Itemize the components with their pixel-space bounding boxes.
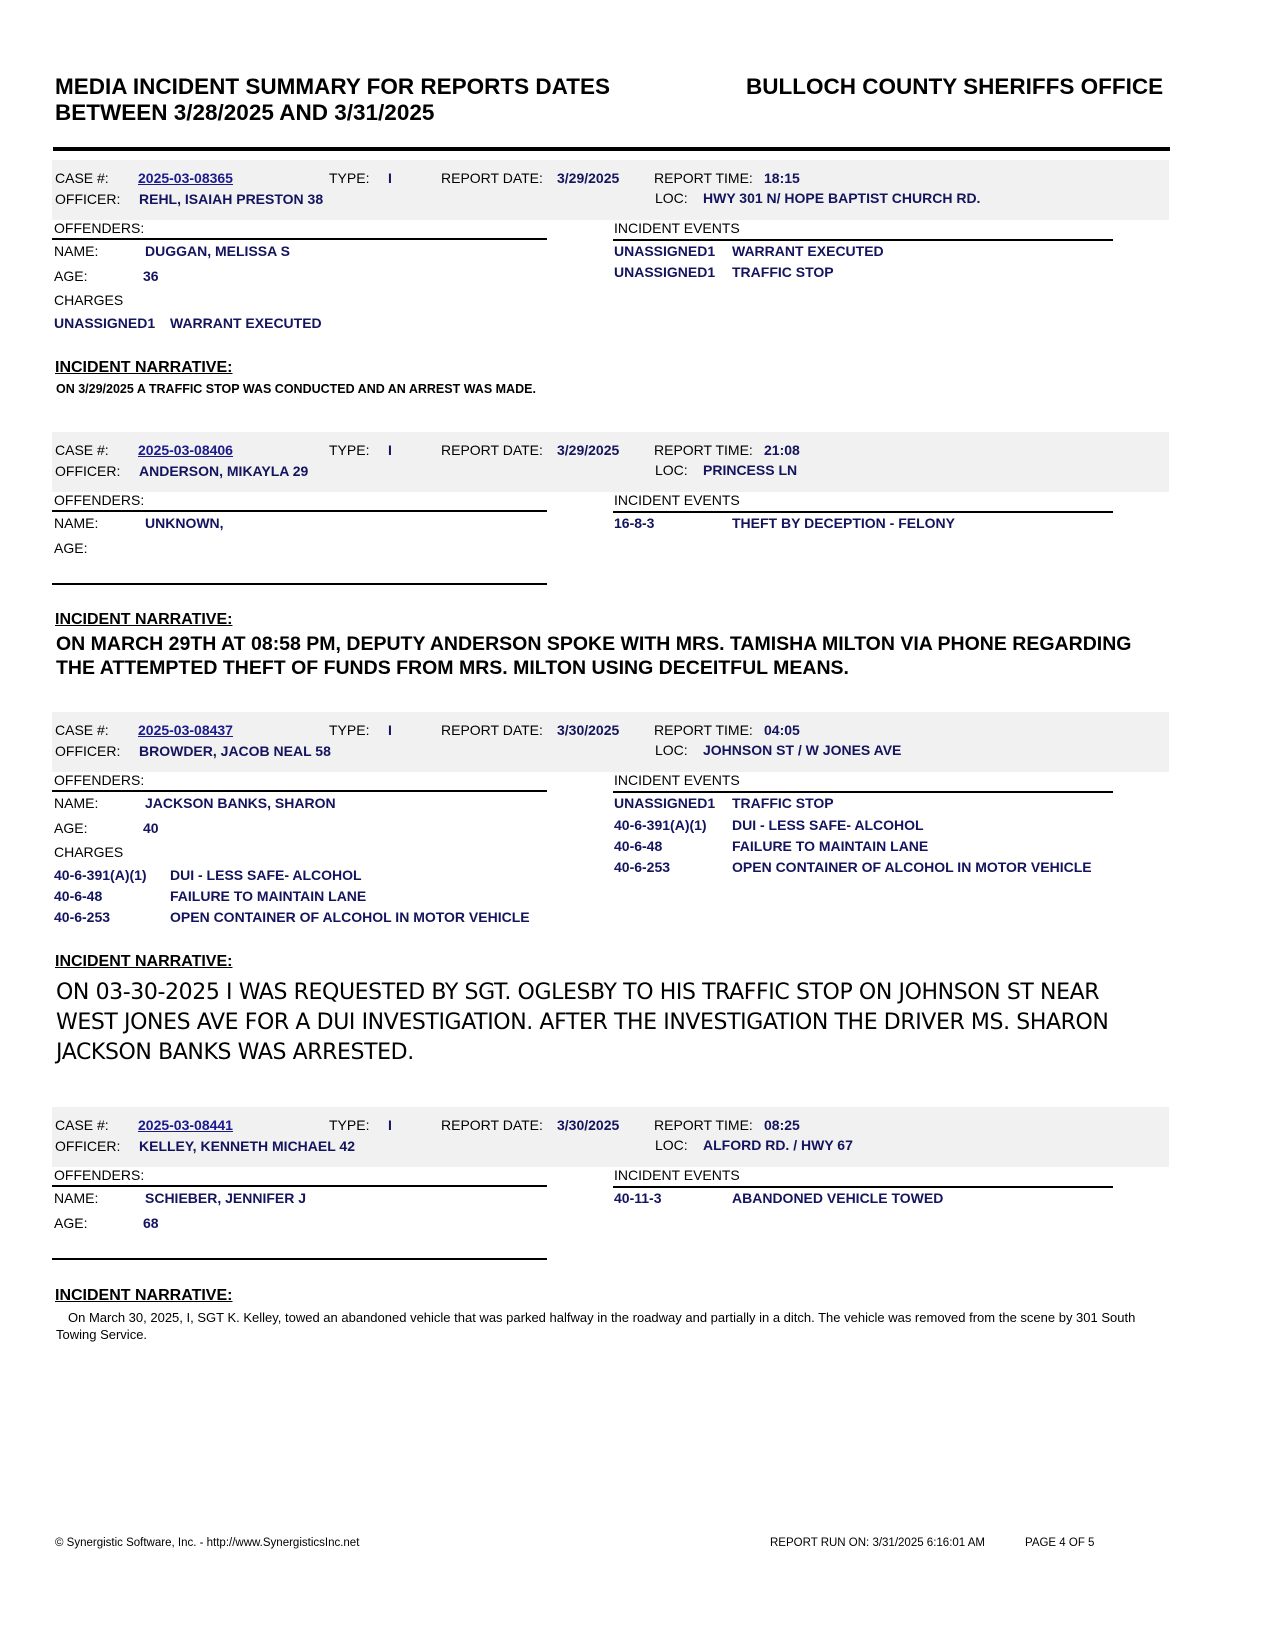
- case-header: [52, 432, 1169, 492]
- case-number-label: CASE #:: [55, 1117, 109, 1133]
- case-header: [52, 1107, 1169, 1167]
- event-desc: FAILURE TO MAINTAIN LANE: [732, 838, 929, 854]
- offenders-rule: [52, 238, 547, 240]
- name-label: NAME:: [54, 243, 99, 259]
- report-date-label: REPORT DATE:: [441, 1117, 543, 1133]
- report-date-value: 3/30/2025: [557, 1117, 620, 1133]
- charges-heading: CHARGES: [54, 844, 124, 860]
- case-number-link[interactable]: 2025-03-08406: [138, 442, 233, 458]
- offenders-rule: [52, 790, 547, 792]
- report-time-label: REPORT TIME:: [654, 1117, 753, 1133]
- report-title: [55, 74, 610, 126]
- event-code: 40-6-48: [614, 838, 663, 854]
- offenders-heading: OFFENDERS:: [54, 492, 145, 508]
- event-code: UNASSIGNED1: [614, 264, 716, 280]
- narrative-text: On March 30, 2025, I, SGT K. Kelley, towed an abandoned vehicle that was parked halfway in the roadway and partially in a ditch. The vehicle was removed from the scene by 301 South Towing Service.: [56, 1310, 1136, 1342]
- report-time-value: 08:25: [764, 1117, 800, 1133]
- charge-code: 40-6-253: [54, 909, 111, 925]
- officer-value: BROWDER, JACOB NEAL 58: [139, 743, 331, 759]
- officer-label: OFFICER:: [55, 191, 121, 207]
- type-label: TYPE:: [329, 170, 370, 186]
- case-number-label: CASE #:: [55, 170, 109, 186]
- event-code: 40-6-253: [614, 859, 671, 875]
- agency-name: BULLOCH COUNTY SHERIFFS OFFICE: [746, 74, 1164, 99]
- officer-value: ANDERSON, MIKAYLA 29: [139, 463, 309, 479]
- type-value: I: [388, 722, 392, 738]
- report-title-line2: BETWEEN 3/28/2025 AND 3/31/2025: [55, 100, 435, 125]
- case-header: [52, 712, 1169, 772]
- officer-label: OFFICER:: [55, 743, 121, 759]
- loc-label: LOC:: [655, 742, 688, 758]
- charge-desc: OPEN CONTAINER OF ALCOHOL IN MOTOR VEHICLE: [170, 909, 530, 925]
- event-desc: ABANDONED VEHICLE TOWED: [732, 1190, 944, 1206]
- age-label: AGE:: [54, 1215, 88, 1231]
- loc-label: LOC:: [655, 1137, 688, 1153]
- report-time-label: REPORT TIME:: [654, 170, 753, 186]
- event-desc: WARRANT EXECUTED: [732, 243, 884, 259]
- narrative-heading: INCIDENT NARRATIVE:: [55, 359, 233, 376]
- offenders-heading: OFFENDERS:: [54, 220, 145, 236]
- events-rule: [613, 791, 1113, 793]
- report-date-label: REPORT DATE:: [441, 722, 543, 738]
- officer-label: OFFICER:: [55, 1138, 121, 1154]
- footer-page-number: PAGE 4 OF 5: [1025, 1537, 1095, 1549]
- event-desc: THEFT BY DECEPTION - FELONY: [732, 515, 955, 531]
- charges-heading: CHARGES: [54, 292, 124, 308]
- report-date-value: 3/29/2025: [557, 170, 620, 186]
- offender-name: SCHIEBER, JENNIFER J: [145, 1190, 307, 1206]
- type-value: I: [388, 1117, 392, 1133]
- charge-code: 40-6-48: [54, 888, 103, 904]
- offenders-rule: [52, 510, 547, 512]
- incident-events-heading: INCIDENT EVENTS: [614, 492, 740, 508]
- offender-name: JACKSON BANKS, SHARON: [145, 795, 336, 811]
- charge-desc: FAILURE TO MAINTAIN LANE: [170, 888, 367, 904]
- case-number-link[interactable]: 2025-03-08441: [138, 1117, 233, 1133]
- charge-code: 40-6-391(A)(1): [54, 867, 147, 883]
- age-label: AGE:: [54, 268, 88, 284]
- report-time-label: REPORT TIME:: [654, 722, 753, 738]
- case-header: [52, 160, 1169, 220]
- report-time-label: REPORT TIME:: [654, 442, 753, 458]
- narrative-text: ON MARCH 29TH AT 08:58 PM, DEPUTY ANDERSON SPOKE WITH MRS. TAMISHA MILTON VIA PHONE REGARDING THE ATTEMPTED THEFT OF FUNDS FROM MRS. MILTON USING DECEITFUL MEANS.: [56, 633, 1132, 679]
- incident-events-heading: INCIDENT EVENTS: [614, 220, 740, 236]
- offender-name: UNKNOWN,: [145, 515, 224, 531]
- narrative-heading: INCIDENT NARRATIVE:: [55, 611, 233, 628]
- charge-desc: DUI - LESS SAFE- ALCOHOL: [170, 867, 362, 883]
- narrative-heading: INCIDENT NARRATIVE:: [55, 1287, 233, 1304]
- case-number-label: CASE #:: [55, 722, 109, 738]
- event-desc: OPEN CONTAINER OF ALCOHOL IN MOTOR VEHICLE: [732, 859, 1092, 875]
- offender-age: 68: [143, 1215, 159, 1231]
- type-value: I: [388, 170, 392, 186]
- offenders-rule: [52, 1185, 547, 1187]
- age-label: AGE:: [54, 540, 88, 556]
- event-code: 40-6-391(A)(1): [614, 817, 707, 833]
- report-title-line1: MEDIA INCIDENT SUMMARY FOR REPORTS DATES: [55, 74, 611, 99]
- event-desc: DUI - LESS SAFE- ALCOHOL: [732, 817, 924, 833]
- report-date-label: REPORT DATE:: [441, 170, 543, 186]
- officer-label: OFFICER:: [55, 463, 121, 479]
- case-number-label: CASE #:: [55, 442, 109, 458]
- type-label: TYPE:: [329, 1117, 370, 1133]
- report-time-value: 21:08: [764, 442, 800, 458]
- type-value: I: [388, 442, 392, 458]
- officer-value: KELLEY, KENNETH MICHAEL 42: [139, 1138, 355, 1154]
- case-number-link[interactable]: 2025-03-08437: [138, 722, 233, 738]
- event-desc: TRAFFIC STOP: [732, 264, 834, 280]
- name-label: NAME:: [54, 1190, 99, 1206]
- loc-label: LOC:: [655, 190, 688, 206]
- name-label: NAME:: [54, 515, 99, 531]
- report-date-label: REPORT DATE:: [441, 442, 543, 458]
- offender-name: DUGGAN, MELISSA S: [145, 243, 290, 259]
- events-rule: [613, 1186, 1113, 1188]
- report-time-value: 04:05: [764, 722, 800, 738]
- footer-copyright: © Synergistic Software, Inc. - http://www.SynergisticsInc.net: [55, 1537, 360, 1549]
- report-date-value: 3/30/2025: [557, 722, 620, 738]
- offender-age: 36: [143, 268, 159, 284]
- case-number-link[interactable]: 2025-03-08365: [138, 170, 233, 186]
- officer-value: REHL, ISAIAH PRESTON 38: [139, 191, 324, 207]
- loc-label: LOC:: [655, 462, 688, 478]
- event-desc: TRAFFIC STOP: [732, 795, 834, 811]
- offenders-heading: OFFENDERS:: [54, 1167, 145, 1183]
- report-time-value: 18:15: [764, 170, 800, 186]
- narrative-text: ON 3/29/2025 A TRAFFIC STOP WAS CONDUCTED AND AN ARREST WAS MADE.: [56, 382, 536, 396]
- charge-code: UNASSIGNED1: [54, 315, 156, 331]
- loc-value: HWY 301 N/ HOPE BAPTIST CHURCH RD.: [703, 190, 981, 206]
- report-date-value: 3/29/2025: [557, 442, 620, 458]
- loc-value: ALFORD RD. / HWY 67: [703, 1137, 853, 1153]
- type-label: TYPE:: [329, 442, 370, 458]
- header-divider: [53, 147, 1170, 151]
- events-rule: [613, 239, 1113, 241]
- events-rule: [613, 511, 1113, 513]
- footer-report-run: REPORT RUN ON: 3/31/2025 6:16:01 AM: [770, 1537, 985, 1549]
- charge-desc: WARRANT EXECUTED: [170, 315, 322, 331]
- incident-events-heading: INCIDENT EVENTS: [614, 772, 740, 788]
- event-code: 40-11-3: [614, 1190, 662, 1206]
- loc-value: PRINCESS LN: [703, 462, 798, 478]
- charges-rule: [52, 583, 547, 585]
- charges-rule: [52, 1258, 547, 1260]
- event-code: 16-8-3: [614, 515, 655, 531]
- offender-age: 40: [143, 820, 159, 836]
- incident-events-heading: INCIDENT EVENTS: [614, 1167, 740, 1183]
- loc-value: JOHNSON ST / W JONES AVE: [703, 742, 902, 758]
- event-code: UNASSIGNED1: [614, 795, 716, 811]
- event-code: UNASSIGNED1: [614, 243, 716, 259]
- type-label: TYPE:: [329, 722, 370, 738]
- offenders-heading: OFFENDERS:: [54, 772, 145, 788]
- narrative-heading: INCIDENT NARRATIVE:: [55, 953, 233, 970]
- name-label: NAME:: [54, 795, 99, 811]
- age-label: AGE:: [54, 820, 88, 836]
- narrative-text: ON 03-30-2025 I WAS REQUESTED BY SGT. OGLESBY TO HIS TRAFFIC STOP ON JOHNSON ST NEAR WEST JONES AVE FOR A DUI INVESTIGATION. AFTER THE INVESTIGATION THE DRIVER MS. SHARON JACKSON BANKS WAS ARRESTED.: [56, 980, 1109, 1065]
